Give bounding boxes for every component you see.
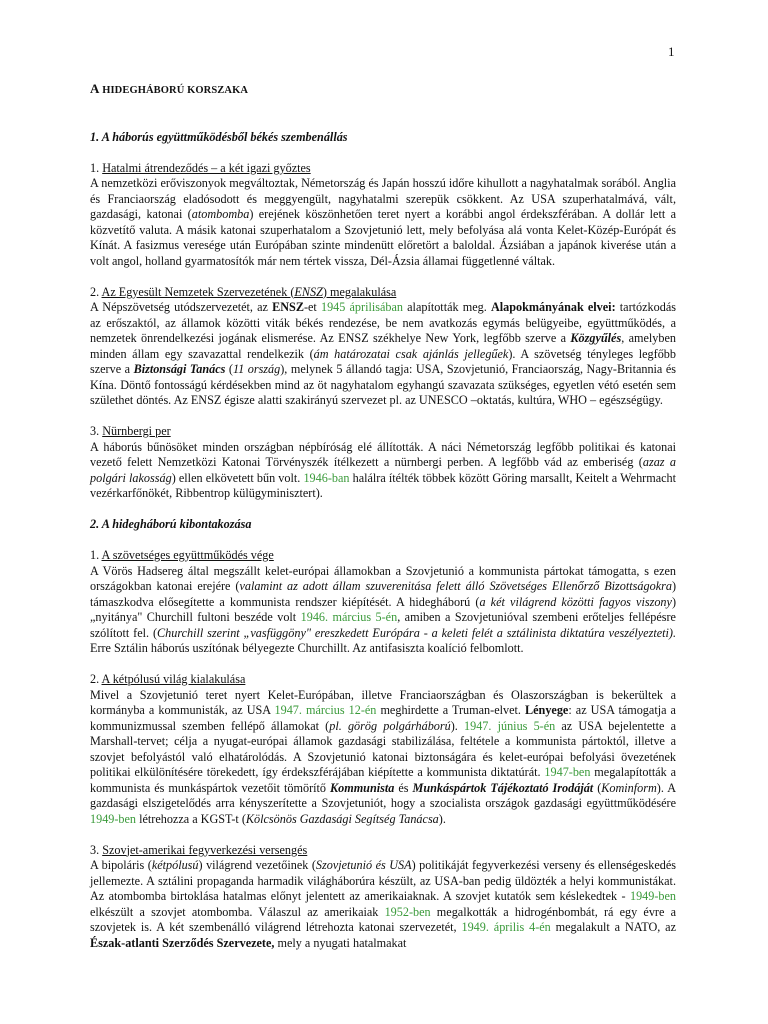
document-title: A HIDEGHÁBORÚ KORSZAKA (90, 81, 249, 96)
section-1-2-heading: 2. Az Egyesült Nemzetek Szervezetének (ENSZ) megalakulása (90, 284, 397, 299)
section-1-1-heading: 1. Hatalmi átrendeződés – a két igazi győztes (90, 160, 311, 175)
section-2-3-text: A bipoláris (kétpólusú) világrend vezetőinek (Szovjetunió és USA) politikáját fegyverkezési verseny és ellenségeskedés jellemezte. A sztálini propaganda harmadik világháborúra készült, az USA-ban pedig üldözték a helyi kommunistákat. Az atombomba birtoklása hatalmas előnyt jelentett az amerikaiaknak. A szovjet kutatók sem késlekedtek - 1949-ben elkészült a szovjet atombomba. Válaszul az amerikaiak 1952-ben megalkották a hidrogénbombát, rá egy évre a szovjetek is. A két szembenálló világrend létrehozta katonai szervezetét, 1949. április 4-én megalakult a NATO, az Észak-atlanti Szerződés Szervezete, mely a nyugati hatalmakat (90, 858, 677, 950)
page-number: 1 (668, 44, 675, 59)
section-1-2-text: A Népszövetség utódszervezetét, az ENSZ-et 1945 áprilisában alapították meg. Alapokmányának elvei: tartózkodás az erőszaktól, az államok közötti viták békés rendezése, be nem avatkozás egymás belügyeibe, együttműködés, a nemzetek önrendelkezési jogának elismerése. Az ENSZ székhelye New York, legfőbb szerve a Közgyűlés, amelyben minden állam egy szavazattal rendelkezik (ám határozatai csak ajánlás jellegűek). A szövetség tényleges legfőbb szerve a Biztonsági Tanács (11 ország), melynek 5 állandó tagja: USA, Szovjetunió, Franciaország, Nagy-Britannia és Kína. Döntő fontosságú kérdésekben mind az öt nagyhatalom egyhangú szavazata szükséges, egyetlen vétó esetén sem születhet döntés. Az ENSZ égisze alatti szakirányú szervezet pl. az UNESCO –oktatás, kultúra, WHO – egészségügy. (90, 300, 677, 407)
section-2-1-heading: 1. A szövetséges együttműködés vége (90, 548, 274, 562)
chapter-2-title: 2. A hidegháború kibontakozása (90, 517, 252, 531)
section-2-3-heading: 3. Szovjet-amerikai fegyverkezési versengés (90, 842, 308, 857)
section-2-2-heading: 2. A kétpólusú világ kialakulása (90, 672, 246, 686)
document-body (90, 81, 676, 951)
section-2-2-text: Mivel a Szovjetunió teret nyert Kelet-Európában, illetve Franciaországban és Olaszországban is bekerültek a kormányba a kommunisták, az USA 1947. március 12-én meghirdette a Truman-elvet. Lényege: az USA támogatja a kommunizmussal szemben fellépő államokat (pl. görög polgárháború). 1947. június 5-én az USA bejelentette a Marshall-tervet; célja a nyugat-európai államok gazdasági stabilizálása, feltétele a kommunista pártoktól, illetve a szovjet befolyástól való elhatárolódás. A Szovjetunió katonai biztonságára és kelet-európai befolyási övezetének politikai elkülönítésére törekedett, így érdekszférájában kiépítette a kommunista diktatúrát. 1947-ben megalapították a kommunista és munkáspártok vezetőit tömörítő Kommunista és Munkáspártok Tájékoztató Irodáját (Kominform). A gazdasági elszigetelődés arra kényszerítette a Szovjetuniót, hogy a szocialista országok gazdasági együttműködésére 1949-ben létrehozza a KGST-t (Kölcsönös Gazdasági Segítség Tanácsa). (90, 687, 677, 826)
section-1-1-text: A nemzetközi erőviszonyok megváltoztak, Németország és Japán hosszú időre kihullott a nagyhatalmak sorából. Anglia és Franciaország eladósodott és meggyengült, nagyhatalmi szerepük csökkent. Az USA szuperhatalmává, vált, gazdasági, katonai (atombomba) erejének köszönhetően teret nyert a korábbi angol érdekszférában. A dollár lett a közvetítő valuta. A másik katonai szuperhatalom a Szovjetunió lett, mely befolyása alá vonta Kelet-Közép-Európát és Kínát. A fasizmus veresége után Európában szinte mindenütt előretört a baloldal. Ázsiában a japánok kiverése után a volt angol, holland gyarmatosítók már nem tértek vissza, Dél-Ázsia államai függetlenné váltak. (90, 176, 677, 268)
section-2-1-text: A Vörös Hadsereg által megszállt kelet-európai államokban a Szovjetunió a kommunista pártokat támogatta, s ezen országokban katonai erejére (valamint az adott állam szuverenitása felett álló Szövetséges Ellenőrző Bizottságokra) támaszkodva elősegítette a kommunista rendszer kiépítését. A hidegháború (a két világrend közötti fagyos viszony) „nyitánya" Churchill fultoni beszéde volt 1946. március 5-én, amiben a Szovjetunióval szembeni erőteljes fellépésre szólított fel. (Churchill szerint „vasfüggöny" ereszkedett Európára - a keleti felét a sztálinista diktatúra veszélyezteti). Erre Sztálin háborús uszítónak bélyegezte Churchillt. Az antifasiszta koalíció felbomlott. (90, 563, 677, 655)
section-1-3-heading: 3. Nürnbergi per (90, 424, 171, 438)
section-1-3-text: A háborús bűnösöket minden országban népbíróság elé állították. A náci Németország legfőbb politikai és katonai vezető felett Nemzetközi Katonai Törvényszék ítélkezett a nürnbergi perben. A legfőbb vád az emberiség (azaz a polgári lakosság) ellen elkövetett bűn volt. 1946-ban halálra ítélték többek között Göring marsallt, Keitelt a Wehrmacht vezérkarfőnökét, Ribbentrop külügyminisztert). (90, 439, 676, 500)
chapter-1-title: 1. A háborús együttműködésből békés szembenállás (90, 129, 348, 144)
